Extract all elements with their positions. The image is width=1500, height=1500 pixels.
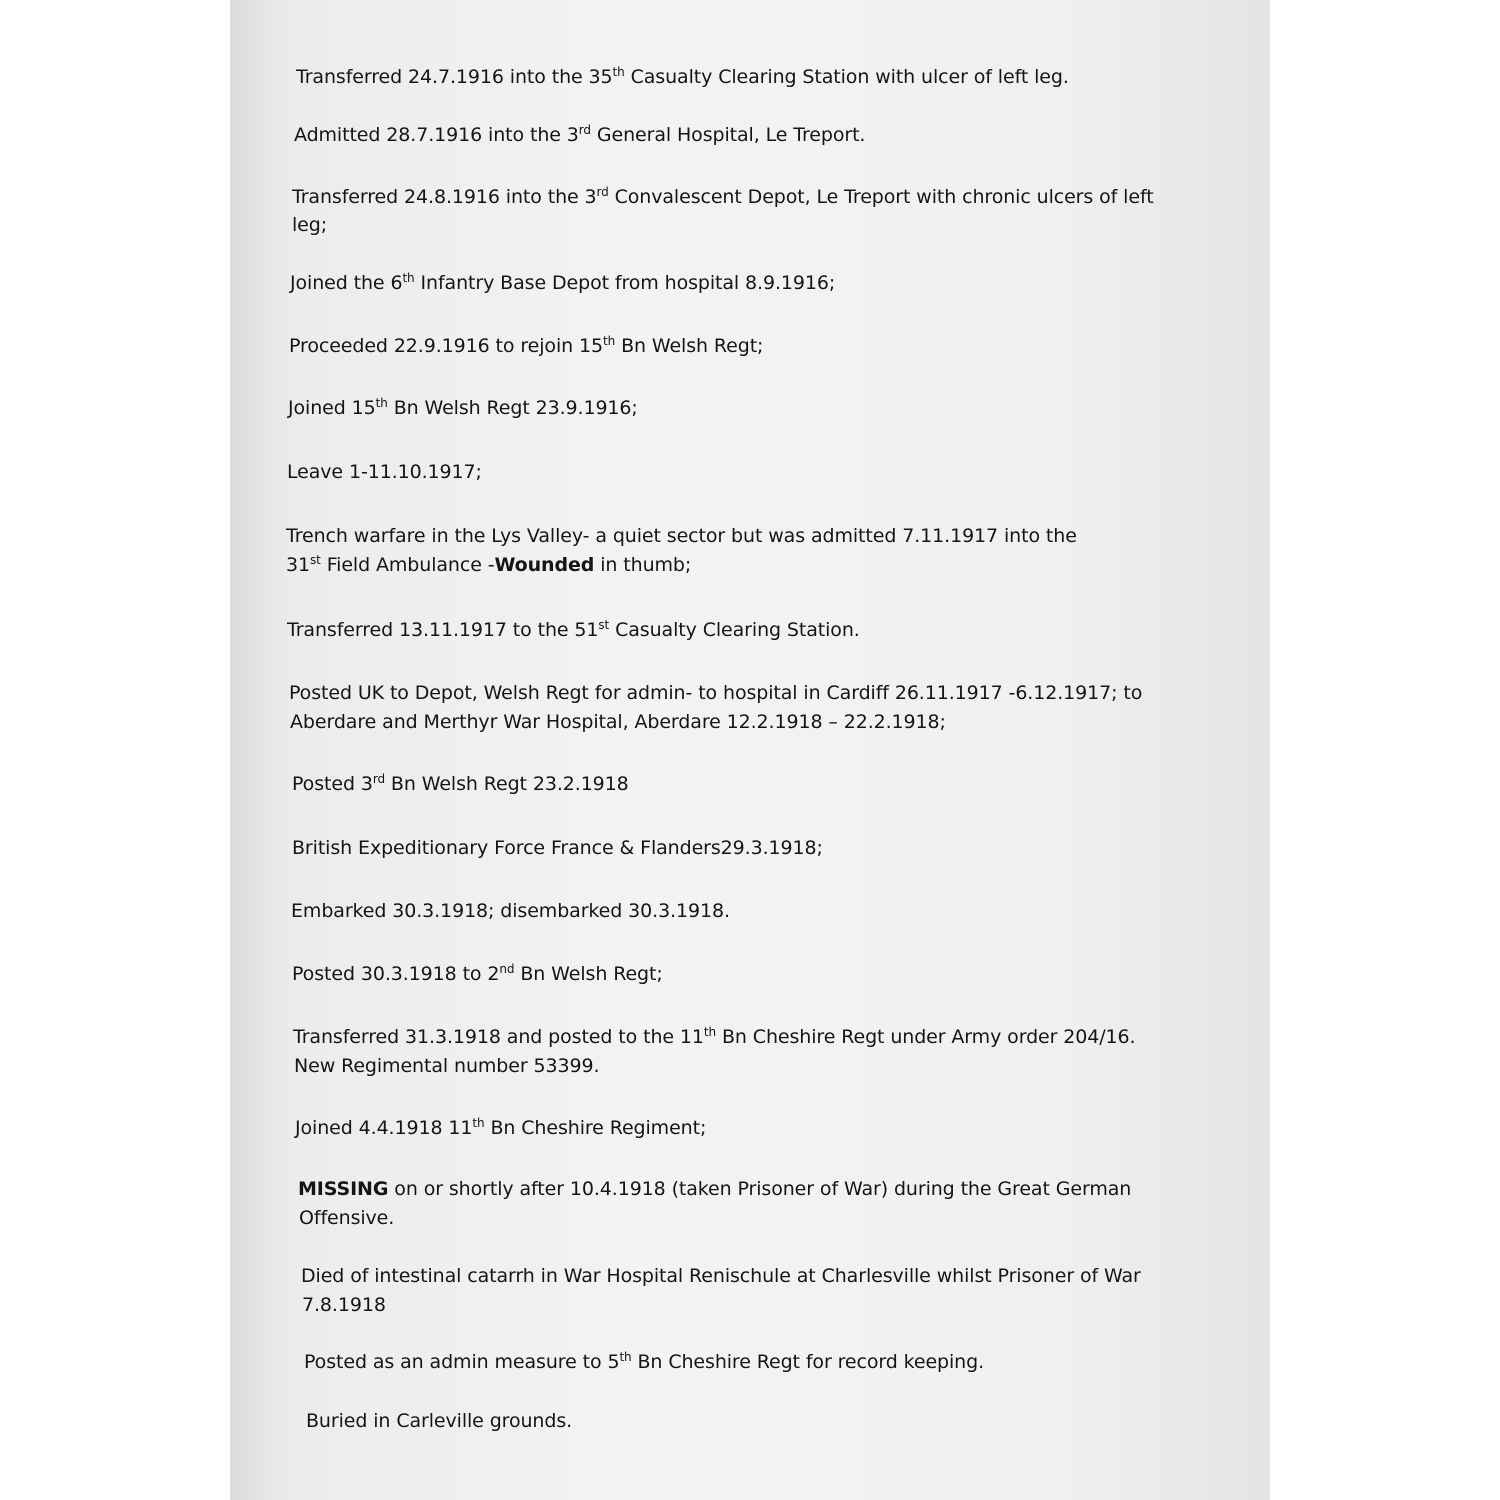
entry-3-line-2: leg; [292,214,328,236]
entry-11-line: Posted 3rd Bn Welsh Regt 23.2.1918 [292,772,629,795]
entry-8-line-2: 31st Field Ambulance -Wounded in thumb; [286,553,692,576]
entry-2-line: Admitted 28.7.1916 into the 3rd General Hospital, Le Treport. [294,123,866,146]
entry-10-line-1: Posted UK to Depot, Welsh Regt for admin- to hospital in Cardiff 26.11.1917 -6.12.1917; to [289,682,1143,704]
entry-16-line: Joined 4.4.1918 11th Bn Cheshire Regiment; [295,1116,707,1139]
entry-13-line: Embarked 30.3.1918; disembarked 30.3.1918. [291,900,730,922]
entry-17-line-2: Offensive. [299,1207,395,1229]
entry-18-line-2: 7.8.1918 [302,1294,386,1316]
entry-1-line: Transferred 24.7.1916 into the 35th Casualty Clearing Station with ulcer of left leg. [296,65,1069,88]
entry-10-line-2: Aberdare and Merthyr War Hospital, Aberdare 12.2.1918 – 22.2.1918; [290,711,946,733]
document-page [230,0,1270,1500]
entry-19-line: Posted as an admin measure to 5th Bn Cheshire Regt for record keeping. [304,1350,985,1373]
entry-14-line: Posted 30.3.1918 to 2nd Bn Welsh Regt; [292,962,663,985]
entry-6-line: Joined 15th Bn Welsh Regt 23.9.1916; [288,396,638,419]
entry-20-line: Buried in Carleville grounds. [306,1410,573,1432]
entry-4-line: Joined the 6th Infantry Base Depot from hospital 8.9.1916; [290,271,836,294]
entry-18-line-1: Died of intestinal catarrh in War Hospital Renischule at Charlesville whilst Prisoner of War [301,1265,1141,1287]
entry-5-line: Proceeded 22.9.1916 to rejoin 15th Bn Welsh Regt; [289,334,764,357]
entry-17-line-1: MISSING on or shortly after 10.4.1918 (taken Prisoner of War) during the Great German [298,1178,1132,1200]
entry-3-line-1: Transferred 24.8.1916 into the 3rd Convalescent Depot, Le Treport with chronic ulcers of left [292,185,1154,208]
entry-8-line-1: Trench warfare in the Lys Valley- a quiet sector but was admitted 7.11.1917 into the [286,525,1077,547]
entry-15-line-1: Transferred 31.3.1918 and posted to the 11th Bn Cheshire Regt under Army order 204/16. [293,1025,1136,1048]
entry-15-line-2: New Regimental number 53399. [294,1055,600,1077]
entry-9-line: Transferred 13.11.1917 to the 51st Casualty Clearing Station. [287,618,860,641]
entry-12-line: British Expeditionary Force France & Flanders29.3.1918; [292,837,823,859]
entry-7-line: Leave 1-11.10.1917; [287,461,482,483]
